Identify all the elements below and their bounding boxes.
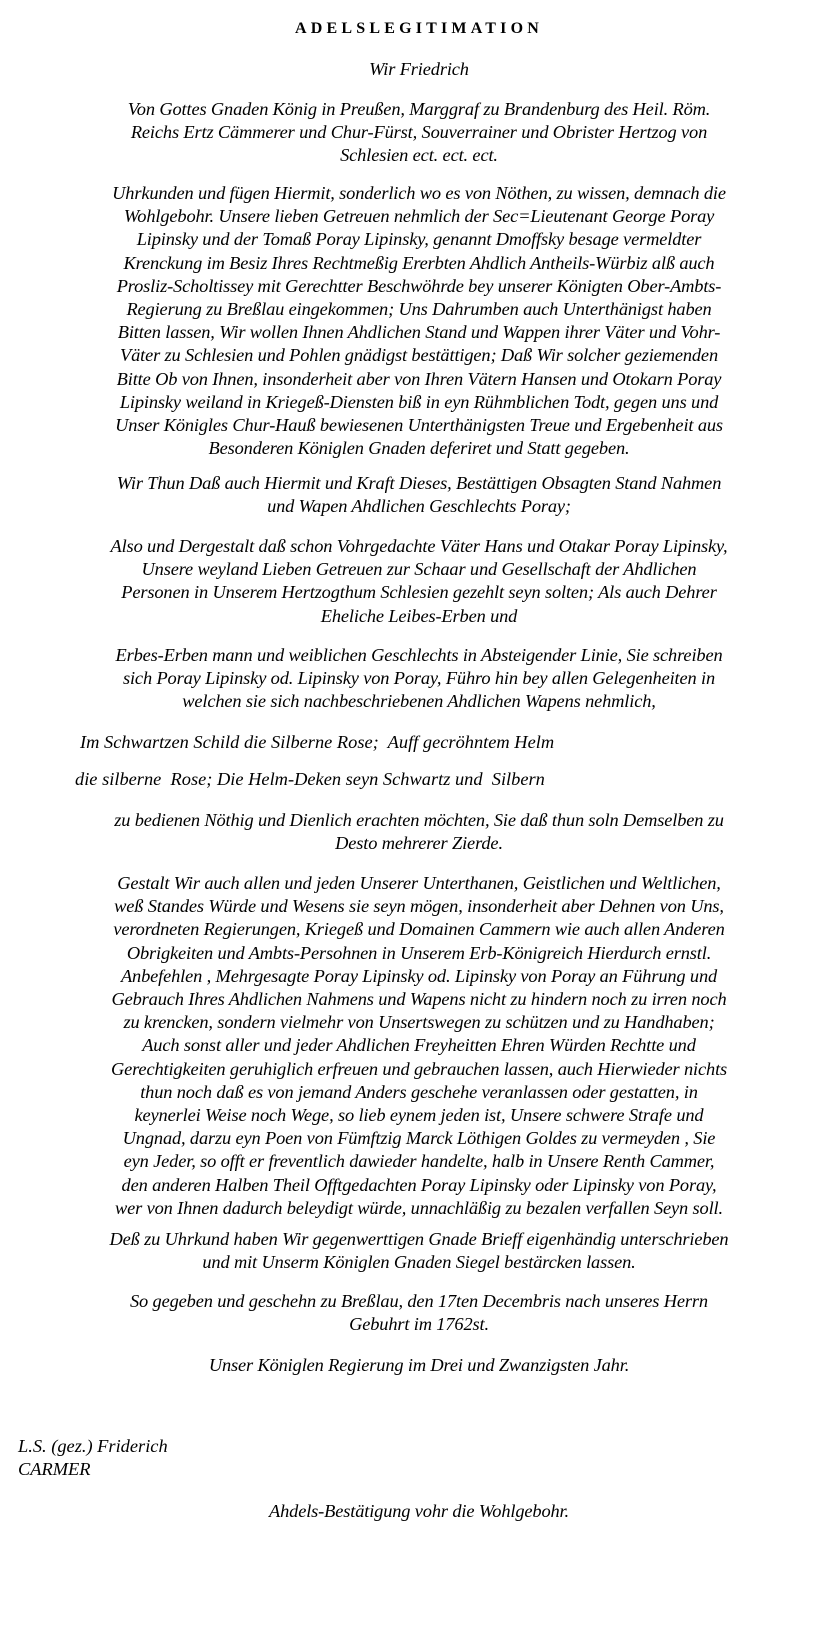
blazon-line-2: die silberne Rose; Die Helm-Deken seyn Schwartz und Silbern xyxy=(75,769,545,789)
paragraph-confirmation: Wir Thun Daß auch Hiermit und Kraft Dieses, Bestättigen Obsagten Stand Nahmen und Wapen Ahdlichen Geschlechts Poray; xyxy=(116,473,722,517)
blazon-line-1: Im Schwartzen Schild die Silberne Rose; Auff gecröhntem Helm xyxy=(80,732,555,752)
paragraph-titles: Von Gottes Gnaden König in Preußen, Marggraf zu Brandenburg des Heil. Röm. Reichs Ertz Cämmerer und Chur-Fürst, Souverrainer und Obrister Hertzog von Schlesien ect. ect. ect. xyxy=(127,99,711,166)
paragraph-heirs: Erbes-Erben mann und weiblichen Geschlechts in Absteigender Linie, Sie schreiben sich Poray Lipinsky od. Lipinsky von Poray, Führo hin bey allen Gelegenheiten in welchen sie sich nachbeschriebenen Ahdlichen Wapens nehmlich, xyxy=(115,645,723,712)
paragraph-date-place: So gegeben und geschehn zu Breßlau, den 17ten Decembris nach unseres Herrn Gebuhrt im 1762st. xyxy=(130,1291,708,1335)
paragraph-regnal-year: Unser Königlen Regierung im Drei und Zwanzigsten Jahr. xyxy=(208,1355,630,1375)
paragraph-command: Gestalt Wir auch allen und jeden Unserer Unterthanen, Geistlichen und Weltlichen, weß Standes Würde und Wesens sie seyn mögen, insonderheit aber Dehnen von Uns, verordneten Regierungen, Kriegeß und Domainen Cammern wie auch allen Anderen Obrigkeiten und Ambts-Persohnen in Unserem Erb-Königreich Hierdurch ernstl. Anbefehlen , Mehrgesagte Poray Lipinsky od. Lipinsky von Poray an Führung und Gebrauch Ihres Ahdlichen Nahmens und Wapens nicht zu hindern noch zu irren noch zu krencken, sondern vielmehr von Unsertswegen zu schützen und zu Handhaben; Auch sonst aller und jeder Ahdlichen Freyheitten Ehren Würden Rechtte und Gerechtigkeiten geruhiglich erfreuen und gebrauchen lassen, auch Hierwieder nichts thun noch daß es von jemand Anders geschehe veranlassen oder gestatten, in keynerlei Weise noch Wege, so lieb eynem jeden ist, Unsere schwere Strafe und Ungnad, darzu eyn Poen von Fümftzig Marck Löthigen Goldes zu vermeyden , Sie eyn Jeder, so offt er freventlich dawieder handelte, halb in Unsere Renth Cammer, den anderen Halben Theil Offtgedachten Poray Lipinsky oder Lipinsky von Poray, wer von Ihnen dadurch beleydigt würde, unnachläßig zu bezalen verfallen Seyn soll. xyxy=(110,873,728,1218)
countersignature: CARMER xyxy=(18,1459,91,1479)
footer-note: Ahdels-Bestätigung vohr die Wohlgebohr. xyxy=(269,1501,569,1521)
salutation: Wir Friedrich xyxy=(369,59,469,79)
paragraph-attestation: Deß zu Uhrkund haben Wir gegenwerttigen Gnade Brieff eigenhändig unterschrieben und mit Unserm Königlen Gnaden Siegel bestärcken lassen. xyxy=(109,1229,729,1273)
document-title: ADELSLEGITIMATION xyxy=(294,20,544,37)
paragraph-descent: Also und Dergestalt daß schon Vohrgedachte Väter Hans und Otakar Poray Lipinsky, Unsere weyland Lieben Getreuen zur Schaar und Gesellschaft der Ahdlichen Personen in Unserem Hertzogthum Schlesien gezehlt seyn solten; Als auch Dehrer Eheliche Leibes-Erben und xyxy=(110,536,728,626)
paragraph-recital: Uhrkunden und fügen Hiermit, sonderlich wo es von Nöthen, zu wissen, demnach die Wohlgebohr. Unsere lieben Getreuen nehmlich der Sec=Lieutenant George Poray Lipinsky und der Tomaß Poray Lipinsky, genannt Dmoffsky besage vermeldter Krenckung im Besiz Ihres Rechtmeßig Ererbten Ahdlich Antheils-Würbiz alß auch Prosliz-Scholtissey mit Gerechtter Beschwöhrde bey unserer Königten Ober-Ambts- Regierung zu Breßlau eingekommen; Uns Dahrumben auch Unterthänigst haben Bitten lassen, Wir wollen Ihnen Ahdlichen Stand und Wappen ihrer Väter und Vohr- Väter zu Schlesien und Pohlen gnädigst bestättigen; Daß Wir solcher geziemenden Bitte Ob von Ihnen, insonderheit aber von Ihren Vätern Hansen und Otokarn Poray Lipinsky weiland in Kriegeß-Diensten biß in eyn Rühmblichen Todt, gegen uns und Unser Königles Chur-Hauß bewiesenen Unterthänigsten Treue und Ergebenheit aus Besonderen Königlen Gnaden deferiret und Statt gegeben. xyxy=(112,183,726,459)
signature-line: L.S. (gez.) Friderich xyxy=(18,1436,168,1456)
paragraph-use: zu bedienen Nöthig und Dienlich erachten möchten, Sie daß thun soln Demselben zu Desto mehrerer Zierde. xyxy=(114,810,724,854)
